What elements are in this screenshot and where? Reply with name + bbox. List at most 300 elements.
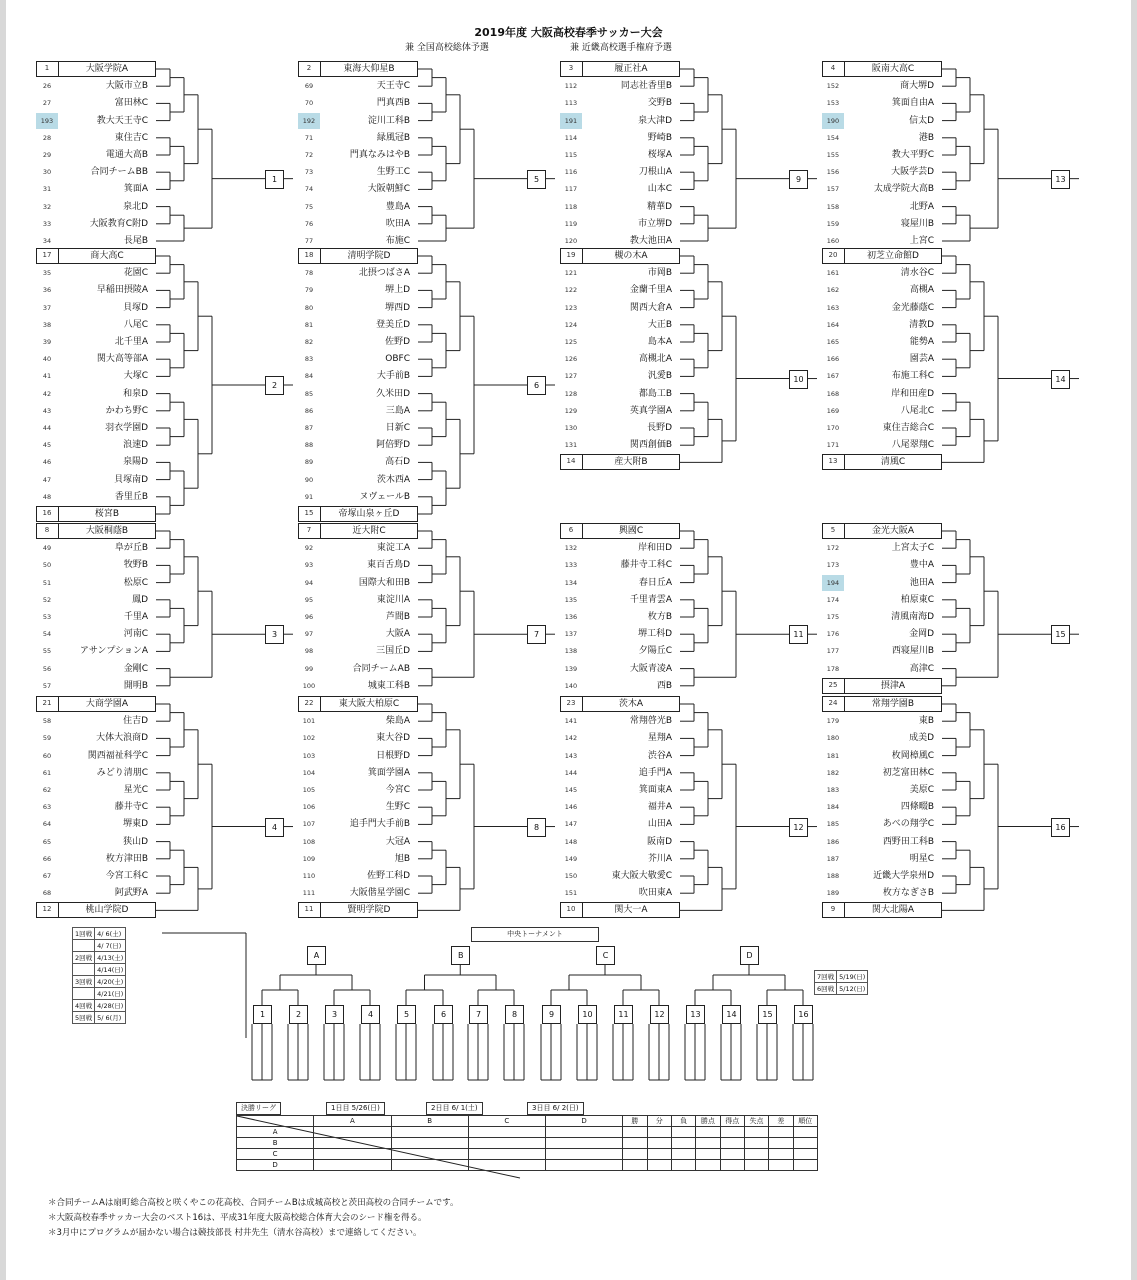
team-number: 59 [42, 734, 52, 743]
final-league-table [236, 1115, 818, 1171]
team-name: OBFC [385, 354, 410, 365]
group-box: 10 [789, 370, 808, 389]
final-rounds-table [814, 970, 868, 995]
team-name: 高槻A [909, 285, 934, 296]
team-name: 上宮C [909, 236, 934, 246]
team-number: 27 [42, 99, 52, 108]
group-box: 9 [789, 170, 808, 189]
note-2: ＊大阪高校春季サッカー大会のベスト16は、平成31年度大阪高校総合体育大会のシード権を得る。 [48, 1213, 427, 1223]
league-row-header: D [237, 1160, 314, 1171]
team-number: 72 [304, 151, 314, 159]
team-name: 同志社香里B [620, 81, 672, 92]
team-name: 茨木西A [376, 474, 410, 485]
league-cell [314, 1138, 391, 1149]
team-name: 天王寺C [376, 81, 410, 92]
group-box: 13 [1051, 170, 1070, 189]
team-name: 桜塚A [647, 150, 672, 160]
team-name: 島本A [647, 337, 672, 347]
league-cell [623, 1127, 647, 1138]
team-name: 大阪学芸D [891, 167, 934, 178]
team-number: 154 [826, 133, 840, 142]
league-cell [391, 1127, 468, 1138]
team-number: 169 [826, 406, 840, 415]
team-name: 鳳D [132, 594, 148, 605]
group-box: 2 [265, 376, 284, 395]
team-name: 星光C [123, 785, 148, 795]
league-col-header: 失点 [744, 1116, 768, 1127]
team-number: 97 [304, 630, 314, 639]
team-name: 金剛C [123, 663, 148, 674]
team-name: 佐野D [385, 337, 410, 347]
team-name: 浪速D [123, 440, 148, 451]
team-number: 124 [564, 320, 578, 329]
team-name: 東百舌鳥D [367, 560, 410, 571]
pool-box: A [307, 946, 326, 965]
league-day-2: 2日目 6/ 1(土) [426, 1102, 483, 1115]
team-number: 121 [564, 269, 578, 278]
round-7-label: 7回戦 [815, 971, 837, 983]
team-number: 38 [42, 320, 52, 329]
team-number: 136 [564, 613, 578, 621]
team-name: 芥川A [647, 853, 672, 864]
schedule-round: 1回戦 [73, 928, 95, 940]
team-number: 30 [42, 168, 52, 177]
team-number: 185 [826, 820, 840, 829]
seed-number: 18 [298, 248, 321, 263]
team-number: 132 [564, 544, 578, 553]
team-number: 81 [304, 320, 314, 329]
team-name: 松原C [123, 577, 148, 588]
league-cell [720, 1149, 744, 1160]
team-number: 158 [826, 202, 840, 211]
team-name: 堺東D [123, 819, 148, 830]
league-cell [623, 1149, 647, 1160]
seed-number: 15 [298, 506, 321, 521]
team-name: 今宮工科C [105, 871, 148, 881]
seed-number: 13 [822, 454, 845, 469]
team-number: 37 [42, 303, 52, 312]
seed-number: 21 [36, 696, 59, 711]
team-name: 合同チームAB [352, 663, 410, 674]
team-number: 186 [826, 837, 840, 846]
central-slot: 15 [758, 1005, 777, 1024]
pool-box: C [596, 946, 615, 965]
team-number: 143 [564, 751, 578, 760]
team-name: 春日丘A [638, 577, 672, 588]
team-number: 127 [564, 372, 578, 381]
team-number: 65 [42, 837, 52, 846]
seed-number: 25 [822, 678, 845, 693]
seed-number: 12 [36, 902, 59, 917]
schedule-date: 4/13(土) [95, 952, 126, 964]
team-number: 60 [42, 751, 52, 760]
team-name: 貝塚南D [114, 474, 148, 485]
team-name: 枚岡樟風C [891, 750, 934, 761]
seed-number: 20 [822, 248, 845, 263]
seed-team: 大商学園A [85, 699, 129, 709]
team-name: 大阪偕星学園C [349, 888, 410, 899]
team-name: 豊中A [909, 560, 934, 571]
team-number: 138 [564, 647, 578, 656]
group-box: 6 [527, 376, 546, 395]
team-number: 109 [302, 854, 316, 863]
seed-team: 清風C [880, 457, 906, 468]
team-number: 142 [564, 734, 578, 743]
league-cell [314, 1149, 391, 1160]
team-number: 94 [304, 578, 314, 587]
league-cell [671, 1127, 695, 1138]
group-box: 8 [527, 818, 546, 837]
team-name: 枚方なぎさB [882, 888, 934, 899]
schedule-round [73, 964, 95, 976]
league-cell [720, 1127, 744, 1138]
team-name: 八尾C [123, 319, 148, 330]
team-name: 電通大高B [105, 150, 148, 160]
team-name: 羽衣学園D [105, 423, 148, 433]
team-number: 62 [42, 786, 52, 794]
team-number: 112 [564, 82, 578, 91]
team-name: 星翔A [647, 733, 672, 744]
seed-team: 興國C [618, 526, 644, 536]
seed-team: 帝塚山泉ヶ丘D [338, 509, 400, 519]
team-number: 98 [304, 647, 314, 656]
team-name: 西B [656, 680, 672, 691]
team-number: 46 [42, 458, 52, 467]
team-name: 大阪教育C附D [89, 218, 148, 229]
team-name: 金岡D [909, 629, 934, 640]
team-name: 開明B [123, 680, 148, 691]
league-cell [744, 1138, 768, 1149]
team-number: 155 [826, 151, 840, 159]
team-number: 68 [42, 889, 52, 898]
league-col-header: 得点 [720, 1116, 744, 1127]
team-number: 161 [826, 269, 840, 278]
team-name: 三島A [385, 405, 410, 416]
team-number: 144 [564, 768, 578, 777]
subtitle-2: 兼 近畿高校選手権府予選 [570, 43, 672, 53]
team-name: 教大池田A [629, 236, 672, 246]
team-name: 東住吉C [114, 132, 148, 143]
central-slot: 10 [578, 1005, 597, 1024]
seed-team: 槻の木A [614, 251, 648, 261]
league-cell [647, 1138, 671, 1149]
team-number: 101 [302, 717, 316, 726]
league-cell [744, 1127, 768, 1138]
team-name: 八尾北C [900, 405, 934, 416]
league-cell [720, 1160, 744, 1171]
team-name: 住吉D [123, 716, 148, 727]
team-name: 今宮C [385, 785, 410, 795]
team-number: 70 [304, 99, 314, 108]
team-name: 柏原東C [900, 594, 934, 605]
team-number: 76 [304, 219, 314, 228]
team-name: 金光藤蔭C [891, 302, 934, 313]
team-number: 84 [304, 372, 314, 381]
team-name: 高槻北A [638, 354, 672, 365]
team-name: 香里丘B [114, 491, 148, 502]
team-number: 43 [42, 406, 52, 415]
team-name: 狭山D [123, 836, 148, 847]
seed-team: 桃山学院D [85, 905, 129, 916]
seed-number: 24 [822, 696, 845, 711]
team-name: あべの翔学C [882, 819, 934, 830]
seed-number: 8 [36, 523, 59, 538]
team-name: みどり清朋C [96, 767, 148, 778]
team-name: 清教D [909, 319, 934, 330]
central-slot: 7 [469, 1005, 488, 1024]
central-slot: 16 [794, 1005, 813, 1024]
league-cell [546, 1160, 623, 1171]
team-name: 高津C [909, 663, 934, 674]
team-name: 北野A [909, 201, 934, 212]
league-cell [793, 1149, 817, 1160]
team-name: 東大阪大敬愛C [611, 871, 672, 881]
team-number: 134 [564, 578, 578, 587]
team-number: 177 [826, 647, 840, 656]
team-name: 東淀工A [376, 543, 410, 554]
team-number: 107 [302, 820, 316, 829]
league-cell [696, 1149, 720, 1160]
team-name: 阜が丘B [114, 543, 148, 554]
seed-team: 大阪桐蔭B [85, 526, 129, 536]
team-name: 上宮太子C [891, 543, 934, 554]
team-number: 172 [826, 544, 840, 553]
team-name: 岸和田D [638, 543, 672, 554]
central-slot: 4 [361, 1005, 380, 1024]
team-name: 河南C [123, 629, 148, 640]
league-col-header: B [391, 1116, 468, 1127]
team-number: 159 [826, 219, 840, 228]
team-number: 111 [302, 889, 316, 898]
team-name: 柴島A [385, 716, 410, 727]
team-name: 商大堺D [900, 81, 934, 92]
schedule-round [73, 940, 95, 952]
team-name: 藤井寺工科C [620, 560, 672, 571]
league-cell [696, 1160, 720, 1171]
team-number: 167 [826, 372, 840, 381]
league-col-header: 差 [769, 1116, 793, 1127]
note-1: ＊合同チームAは扇町総合高校と咲くやこの花高校、合同チームBは成城高校と茨田高校の合同チームです。 [48, 1198, 459, 1208]
team-name: 城東工科B [367, 680, 410, 691]
team-name: 吹田東A [638, 888, 672, 899]
team-name: 堺上D [385, 285, 410, 296]
team-name: 信太D [909, 115, 934, 126]
team-name: 大阪青凌A [629, 663, 672, 674]
page-title: 2019年度 大阪高校春季サッカー大会 [474, 26, 663, 39]
team-number: 77 [304, 237, 314, 245]
team-number: 54 [42, 630, 52, 639]
league-col-header: 負 [671, 1116, 695, 1127]
team-name: 太成学院大高B [873, 184, 934, 195]
team-name: 布施C [385, 236, 410, 246]
team-number: 47 [42, 475, 52, 484]
team-number: 108 [302, 837, 316, 846]
seed-number: 10 [560, 902, 583, 917]
team-number: 182 [826, 768, 840, 777]
team-number: 90 [304, 475, 314, 484]
team-number: 164 [826, 320, 840, 329]
team-number: 44 [42, 424, 52, 432]
group-box: 11 [789, 625, 808, 644]
team-name: 精華D [647, 201, 672, 212]
team-number: 139 [564, 664, 578, 673]
seed-number: 14 [560, 454, 583, 469]
seed-team: 常翔学園B [871, 699, 915, 709]
team-number: 56 [42, 664, 52, 673]
team-number: 174 [826, 595, 840, 604]
team-number: 160 [826, 237, 840, 245]
team-number: 55 [42, 647, 52, 656]
team-name: 刀根山A [638, 167, 672, 178]
league-cell [769, 1149, 793, 1160]
team-name: 牧野B [123, 560, 148, 571]
league-cell [468, 1160, 545, 1171]
team-name: 高石D [385, 457, 410, 468]
team-name: 福井A [647, 802, 672, 813]
league-cell [769, 1160, 793, 1171]
notes [48, 1196, 458, 1241]
seed-team: 賢明学院D [347, 905, 391, 916]
team-number: 48 [42, 492, 52, 501]
central-slot: 3 [325, 1005, 344, 1024]
seed-team: 大阪学院A [85, 64, 129, 74]
league-col-header: 勝 [623, 1116, 647, 1127]
central-slot: 2 [289, 1005, 308, 1024]
team-name: 山本C [647, 184, 672, 195]
team-name: 池田A [909, 577, 934, 588]
team-number: 194 [822, 575, 844, 591]
schedule-round: 4回戦 [73, 1000, 95, 1012]
seed-team: 東海大仰星B [343, 64, 395, 74]
team-number: 102 [302, 734, 316, 743]
league-cell [468, 1149, 545, 1160]
team-name: 長野D [647, 423, 672, 433]
league-cell [546, 1138, 623, 1149]
league-col-header: D [546, 1116, 623, 1127]
team-name: 能勢A [909, 337, 934, 347]
league-col-header: C [468, 1116, 545, 1127]
league-col-header: A [314, 1116, 391, 1127]
team-name: 三国丘D [376, 646, 410, 657]
team-name: 箕面自由A [891, 98, 934, 109]
team-name: 長尾B [123, 236, 148, 246]
league-cell [623, 1138, 647, 1149]
team-number: 86 [304, 406, 314, 415]
team-number: 123 [564, 303, 578, 312]
team-number: 36 [42, 286, 52, 295]
seed-team: 初芝立命館D [867, 251, 919, 261]
schedule-date: 4/ 6(土) [95, 928, 126, 940]
seed-team: 関大北陽A [871, 905, 915, 916]
team-name: 大阪朝鮮C [367, 184, 410, 195]
team-name: 寝屋川B [900, 218, 934, 229]
team-number: 178 [826, 664, 840, 673]
team-number: 125 [564, 338, 578, 346]
seed-team: 近大附C [352, 526, 386, 536]
team-number: 146 [564, 803, 578, 812]
team-name: 東住吉総合C [882, 423, 934, 433]
seed-number: 16 [36, 506, 59, 521]
league-cell [744, 1160, 768, 1171]
central-slot: 14 [722, 1005, 741, 1024]
team-number: 114 [564, 133, 578, 142]
team-name: 港B [918, 132, 934, 143]
team-name: 関西福祉科学C [87, 750, 148, 761]
team-number: 78 [304, 269, 314, 278]
team-number: 122 [564, 286, 578, 295]
team-number: 145 [564, 786, 578, 794]
team-number: 131 [564, 441, 578, 450]
team-name: 阿武野A [114, 888, 148, 899]
seed-number: 5 [822, 523, 845, 538]
team-number: 95 [304, 595, 314, 604]
team-name: 英真学園A [629, 405, 672, 416]
team-number: 103 [302, 751, 316, 760]
central-slot: 1 [253, 1005, 272, 1024]
team-number: 168 [826, 389, 840, 398]
seed-number: 2 [298, 61, 321, 76]
seed-number: 6 [560, 523, 583, 538]
pool-box: D [740, 946, 759, 965]
team-name: 大冠A [385, 836, 410, 847]
group-box: 15 [1051, 625, 1070, 644]
team-name: 近畿大学泉州D [873, 871, 934, 881]
league-cell [769, 1138, 793, 1149]
league-cell [314, 1127, 391, 1138]
team-number: 87 [304, 424, 314, 432]
team-name: 金蘭千里A [629, 285, 672, 296]
team-name: 花園C [123, 268, 148, 279]
team-name: 箕面東A [638, 785, 672, 795]
league-cell [391, 1160, 468, 1171]
schedule-date: 5/ 6(月) [95, 1012, 126, 1024]
team-name: 千里A [123, 612, 148, 622]
group-box: 3 [265, 625, 284, 644]
team-name: 関西創価B [629, 440, 672, 451]
team-name: 山田A [647, 819, 672, 830]
team-name: 北千里A [114, 337, 148, 347]
team-name: 久米田D [376, 388, 410, 399]
seed-number: 17 [36, 248, 59, 263]
team-number: 183 [826, 786, 840, 794]
team-name: 清風南海D [891, 612, 934, 622]
team-number: 71 [304, 133, 314, 142]
team-name: 富田林C [114, 98, 148, 109]
team-name: 芦間B [385, 612, 410, 622]
team-number: 119 [564, 219, 578, 228]
team-number: 189 [826, 889, 840, 898]
league-cell [314, 1160, 391, 1171]
central-slot: 12 [650, 1005, 669, 1024]
team-number: 104 [302, 768, 316, 777]
note-3: ＊3月中にプログラムが届かない場合は競技部長 村井先生（清水谷高校）まで連絡してください。 [48, 1228, 422, 1238]
team-name: 清水谷C [900, 268, 934, 279]
final-league-label: 決勝リーグ [236, 1102, 281, 1115]
team-number: 106 [302, 803, 316, 812]
team-number: 192 [298, 113, 320, 129]
team-name: 淀川工科B [367, 115, 410, 126]
team-number: 116 [564, 168, 578, 177]
seed-number: 4 [822, 61, 845, 76]
seed-number: 22 [298, 696, 321, 711]
team-number: 58 [42, 717, 52, 726]
league-cell [647, 1160, 671, 1171]
group-box: 7 [527, 625, 546, 644]
team-number: 64 [42, 820, 52, 829]
seed-number: 11 [298, 902, 321, 917]
team-number: 34 [42, 237, 52, 245]
round-6-label: 6回戦 [815, 983, 837, 995]
